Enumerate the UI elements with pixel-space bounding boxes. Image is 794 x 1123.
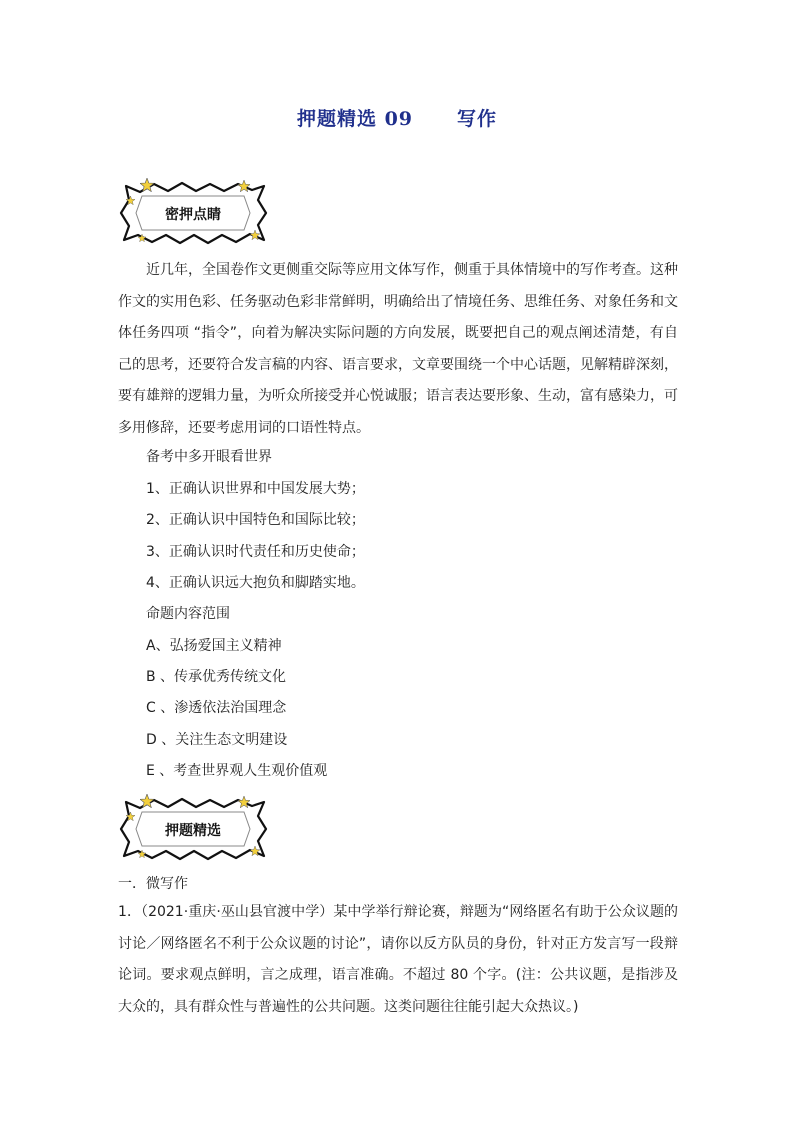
intro-paragraph: 近几年，全国卷作文更侧重交际等应用文体写作，侧重于具体情境中的写作考查。这种作文的实用色彩、任务驱动色彩非常鲜明，明确给出了情境任务、思维任务、对象任务和文体任务四项 “指令”，向着为解决实际问题的方向发展，既要把自己的观点阐述清楚，有自己的思考，还要符合发言稿的内容、语言要求，文章要围绕一个中心话题，见解精辟深刻，要有雄辩的逻辑力量，为听众所接受并心悦诚服；语言表达要形象、生动，富有感染力，可多用修辞，还要考虑用词的口语性特点。: [118, 262, 678, 436]
star-icon: [138, 850, 146, 858]
scope-item-c: C 、渗透依法治国理念: [146, 700, 287, 716]
star-icon: [250, 846, 260, 856]
scope-heading: 命题内容范围: [146, 606, 230, 622]
scope-item-d: D 、关注生态文明建设: [146, 732, 288, 748]
world-item-4: 4、正确认识远大抱负和脚踏实地。: [146, 575, 365, 591]
star-icon: [238, 180, 250, 192]
badge-label: 押题精选: [165, 823, 221, 839]
title-sub: 写作: [457, 108, 498, 130]
world-item-2: 2、正确认识中国特色和国际比较；: [146, 512, 365, 528]
star-icon: [138, 234, 146, 242]
scope-item-a: A、弘扬爱国主义精神: [146, 638, 282, 654]
question-1: 1．（2021·重庆·巫山县官渡中学）某中学举行辩论赛，辩题为“网络匿名有助于公众议题的讨论／网络匿名不利于公众议题的讨论”，请你以反方队员的身份，针对正方发言写一段辩论词。要求观点鲜明，言之成理，语言准确。不超过 80 个字。(注：公共议题，是指涉及大众的，具有群众性与普遍性的公共问题。这类问题往往能引起大众热议。): [118, 904, 678, 1015]
star-icon: [140, 178, 154, 192]
world-item-1: 1、正确认识世界和中国发展大势；: [146, 481, 365, 497]
star-icon: [140, 794, 154, 808]
scope-item-b: B 、传承优秀传统文化: [146, 669, 287, 685]
section-heading: 一．微写作: [118, 876, 188, 892]
title-main: 押题精选 09: [296, 108, 414, 130]
badge-label: 密押点睛: [165, 207, 221, 223]
badge-selected-questions: [118, 796, 268, 862]
star-icon: [238, 796, 250, 808]
page-title: [0, 104, 794, 131]
world-item-3: 3、正确认识时代责任和历史使命；: [146, 544, 365, 560]
world-heading: 备考中多开眼看世界: [146, 449, 272, 465]
badge-secret-points: [118, 180, 268, 246]
star-icon: [250, 230, 260, 240]
scope-item-e: E 、考查世界观人生观价值观: [146, 763, 328, 779]
